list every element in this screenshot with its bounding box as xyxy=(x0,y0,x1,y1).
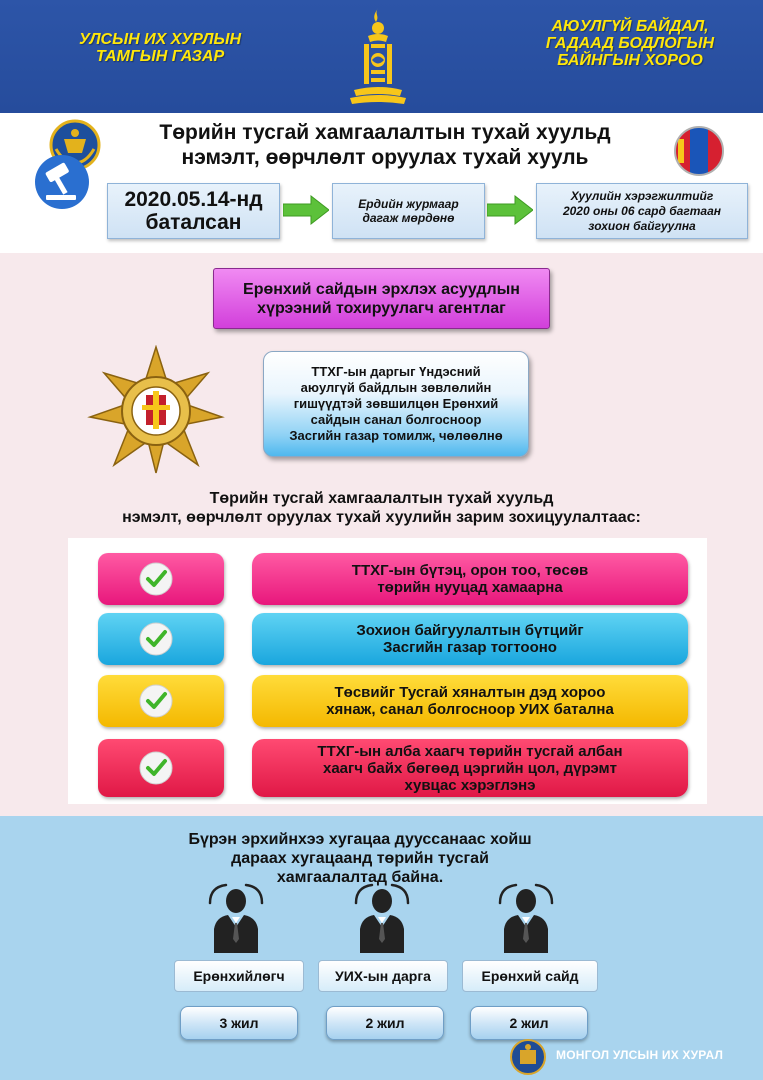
list-item xyxy=(98,739,688,797)
header-left-title: УЛСЫН ИХ ХУРЛЫН ТАМГЫН ГАЗАР xyxy=(78,31,242,65)
page-title: Төрийн тусгай хамгаалалтын тухай хуульд нэмэлт, өөрчлөлт оруулах тухай хууль xyxy=(159,121,611,169)
item-tab xyxy=(98,553,224,605)
parliament-logo-icon xyxy=(508,1038,548,1076)
list-item xyxy=(98,613,688,665)
appointment-box: ТТХГ-ын даргыг Үндэсний аюулгүй байдлын зөвлөлийн гишүүдтэй зөвшилцөн Ерөнхий сайдын санал болгосноор Засгийн газар томилж, чөлөөлнө xyxy=(263,351,529,457)
arrow-right-icon xyxy=(283,195,329,225)
role-label-speaker: УИХ-ын дарга xyxy=(318,960,448,992)
person-icon xyxy=(352,883,412,953)
footer-text: МОНГОЛ УЛСЫН ИХ ХУРАЛ xyxy=(556,1048,724,1062)
arrow-right-icon xyxy=(487,195,533,225)
regulations-heading: Төрийн тусгай хамгаалалтын тухай хуульд нэмэлт, өөрчлөлт оруулах тухай хуулийн зарим зохицуулалтаас: xyxy=(122,490,641,526)
list-item-text: ТТХГ-ын алба хаагч төрийн тусгай албан хаагч байх бөгөөд цэргийн цол, дүрэмт хувцас хэрэглэнэ xyxy=(252,739,688,797)
flow-step-implementation: Хуулийн хэрэгжилтийг 2020 оны 06 сард багтаан зохион байгуулна xyxy=(536,183,748,239)
check-icon xyxy=(138,621,174,657)
protection-heading: Бүрэн эрхийнхээ хугацаа дууссанаас хойш дараах хугацаанд төрийн тусгай хамгаалалтад байна. xyxy=(188,831,532,886)
list-item-text: Төсвийг Тусгай хяналтын дэд хороо хянаж, санал болгосноор УИХ батална xyxy=(252,675,688,727)
gavel-icon xyxy=(32,153,92,211)
mongolian-flag-icon xyxy=(672,125,726,177)
item-tab xyxy=(98,675,224,727)
list-item xyxy=(98,675,688,727)
term-speaker: 2 жил xyxy=(326,1006,444,1040)
check-icon xyxy=(138,561,174,597)
list-item xyxy=(98,553,688,605)
list-item-text: ТТХГ-ын бүтэц, орон тоо, төсөв төрийн нууцад хамаарна xyxy=(252,553,688,605)
person-icon xyxy=(206,883,266,953)
item-tab xyxy=(98,739,224,797)
check-icon xyxy=(138,683,174,719)
soyombo-icon xyxy=(346,6,410,106)
agency-box: Ерөнхий сайдын эрхлэх асуудлын хүрээний тохируулагч агентлаг xyxy=(213,268,550,329)
role-label-president: Ерөнхийлөгч xyxy=(174,960,304,992)
special-protection-emblem-icon xyxy=(86,345,226,475)
role-label-prime-minister: Ерөнхий сайд xyxy=(462,960,598,992)
check-icon xyxy=(138,750,174,786)
flow-step-regular-procedure: Ердийн журмаар дагаж мөрдөнө xyxy=(332,183,485,239)
person-icon xyxy=(496,883,556,953)
term-prime-minister: 2 жил xyxy=(470,1006,588,1040)
list-item-text: Зохион байгуулалтын бүтцийг Засгийн газар тогтооно xyxy=(252,613,688,665)
term-president: 3 жил xyxy=(180,1006,298,1040)
flow-step-approved: 2020.05.14-нд баталсан xyxy=(107,183,280,239)
header-right-title: АЮУЛГҮЙ БАЙДАЛ, ГАДААД БОДЛОГЫН БАЙНГЫН ХОРОО xyxy=(545,18,715,69)
item-tab xyxy=(98,613,224,665)
